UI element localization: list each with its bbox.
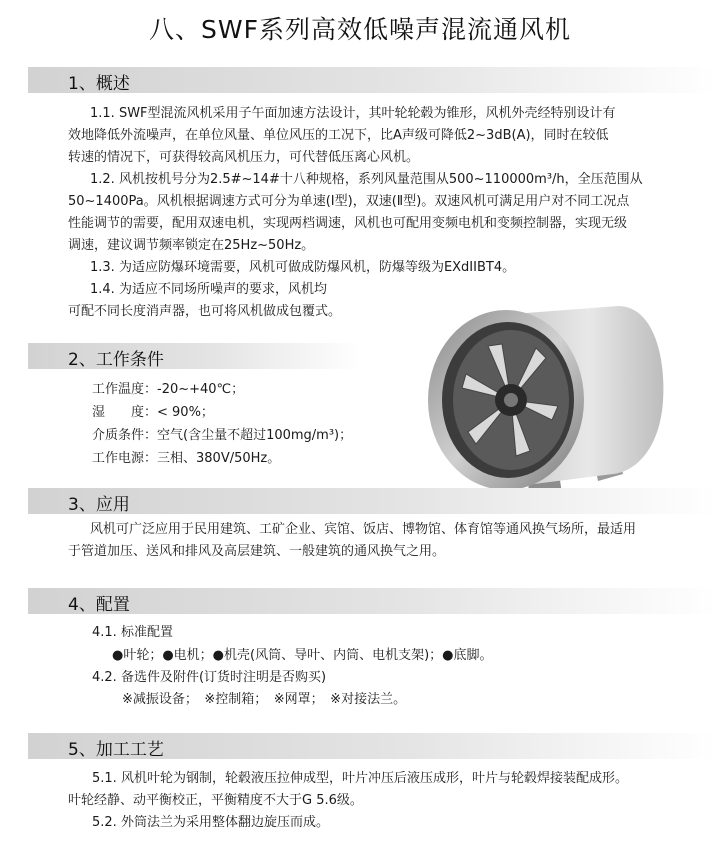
paragraph-line: 可配不同长度消声器，也可将风机做成包覆式。 bbox=[68, 304, 342, 319]
paragraph-line: 50~1400Pa。风机根据调速方式可分为单速(Ⅰ型)，双速(Ⅱ型)。双速风机可满足用户对不同工况点 bbox=[68, 194, 630, 209]
page-title: 八、SWF系列高效低噪声混流通风机 bbox=[149, 15, 571, 44]
section-heading: 4、配置 bbox=[68, 595, 130, 615]
section-header-configuration bbox=[28, 588, 718, 614]
section-header-conditions bbox=[28, 343, 363, 369]
condition-power: 工作电源：三相、380V/50Hz。 bbox=[92, 451, 281, 466]
paragraph-line: 效地降低外流噪声，在单位风量、单位风压的工况下，比A声级可降低2~3dB(A)，同时在较低 bbox=[68, 128, 609, 143]
config-optional-label: 4.2. 备选件及附件(订货时注明是否购买) bbox=[92, 670, 327, 685]
condition-medium: 介质条件：空气(含尘量不超过100mg/m³)； bbox=[92, 428, 353, 443]
paragraph-line: 转速的情况下，可获得较高风机压力，可代替低压离心风机。 bbox=[68, 150, 420, 165]
config-optional-items: ※减振设备； ※控制箱； ※网罩； ※对接法兰。 bbox=[122, 692, 407, 707]
condition-humidity: 湿 度：< 90%； bbox=[92, 405, 214, 420]
config-standard-label: 4.1. 标准配置 bbox=[92, 625, 173, 640]
section-header-processing bbox=[28, 733, 718, 759]
section-header-overview bbox=[28, 67, 718, 93]
paragraph-line: 1.3. 为适应防爆环境需要，风机可做成防爆风机，防爆等级为EXdIIBT4。 bbox=[90, 260, 516, 275]
paragraph-line: 5.2. 外筒法兰为采用整体翻边旋压而成。 bbox=[92, 815, 329, 830]
paragraph-line: 性能调节的需要，配用双速电机，实现两档调速，风机也可配用变频电机和变频控制器，实现无级 bbox=[68, 216, 628, 231]
paragraph-line: 1.4. 为适应不同场所噪声的要求，风机均 bbox=[90, 282, 327, 297]
paragraph-line: 叶轮经静、动平衡校正，平衡精度不大于G 5.6级。 bbox=[68, 793, 363, 808]
paragraph-line: 1.2. 风机按机号分为2.5#~14#十八种规格，系列风量范围从500~110000m³/h，全压范围从 bbox=[90, 172, 643, 187]
paragraph-line: 风机可广泛应用于民用建筑、工矿企业、宾馆、饭店、博物馆、体育馆等通风换气场所，最适用 bbox=[90, 522, 637, 537]
section-header-application bbox=[28, 488, 718, 514]
paragraph-line: 5.1. 风机叶轮为钢制，轮毂液压拉伸成型，叶片冲压后液压成形，叶片与轮毂焊接装配成形。 bbox=[92, 771, 628, 786]
paragraph-line: 于管道加压、送风和排风及高层建筑、一般建筑的通风换气之用。 bbox=[68, 544, 446, 559]
paragraph-line: 调速，建议调节频率锁定在25Hz~50Hz。 bbox=[68, 238, 315, 253]
config-standard-items: ●叶轮；●电机；●机壳(风筒、导叶、内筒、电机支架)；●底脚。 bbox=[112, 648, 493, 663]
mixed-flow-fan-image bbox=[418, 296, 668, 511]
condition-temperature: 工作温度：-20~+40℃； bbox=[92, 382, 245, 397]
section-heading: 1、概述 bbox=[68, 74, 130, 94]
section-heading: 2、工作条件 bbox=[68, 350, 164, 370]
section-heading: 5、加工工艺 bbox=[68, 740, 164, 760]
section-heading: 3、应用 bbox=[68, 495, 130, 515]
paragraph-line: 1.1. SWF型混流风机采用子午面加速方法设计，其叶轮轮毂为锥形，风机外壳经特别设计有 bbox=[90, 106, 616, 121]
